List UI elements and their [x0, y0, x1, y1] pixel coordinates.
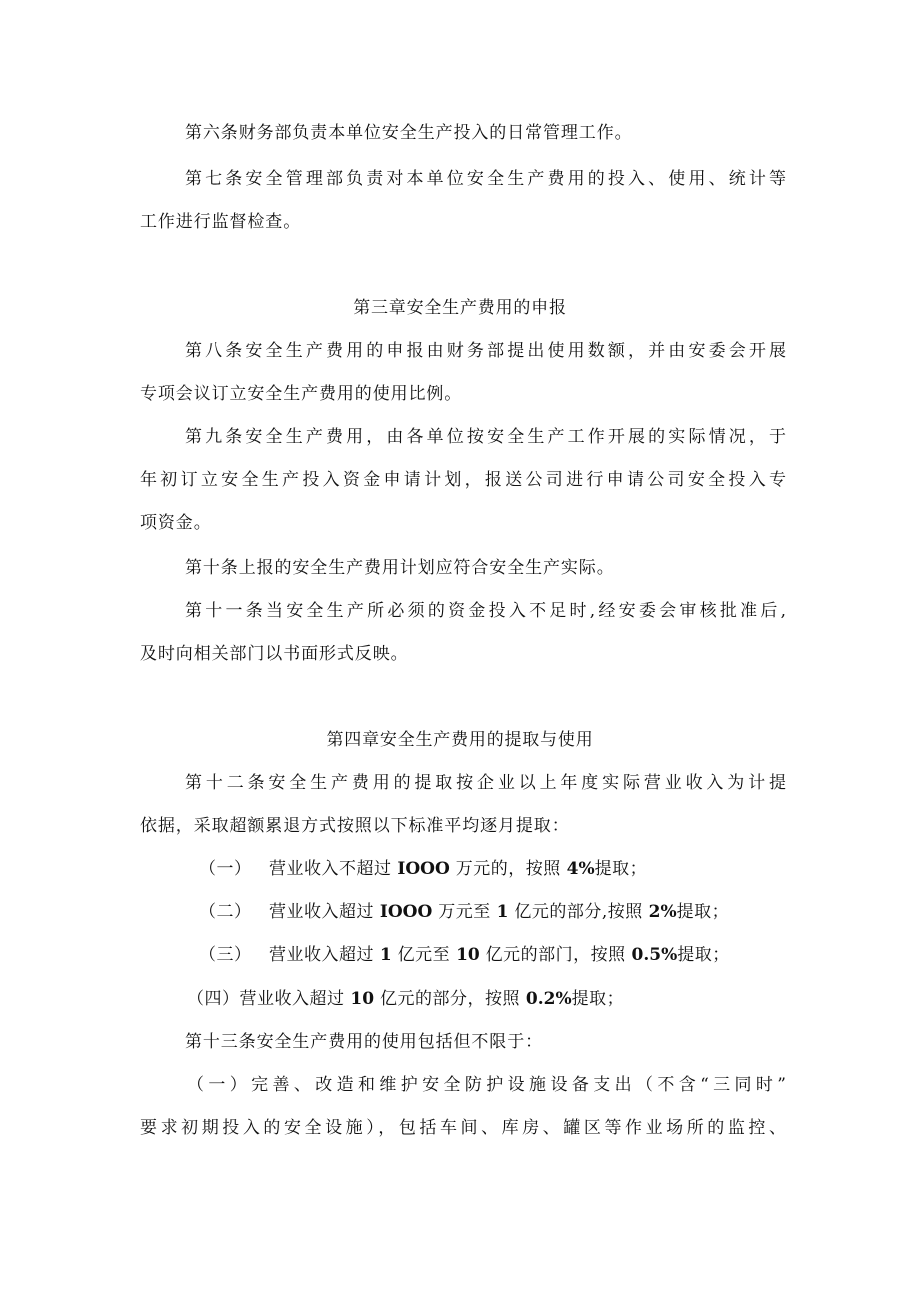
article-11-line-1: 第十一条当安全生产所必须的资金投入不足时,经安委会审核批准后,	[185, 601, 786, 621]
list-item-1: （一） 营业收入不超过 IOOO 万元的，按照 4%提取；	[199, 859, 648, 879]
article-10: 第十条上报的安全生产费用计划应符合安全生产实际。	[185, 558, 615, 578]
list-item-number: （二）	[199, 902, 252, 922]
article-9-line-2: 年初订立安全生产投入资金申请计划，报送公司进行申请公司安全投入专	[140, 470, 786, 490]
article-12-line-2: 依据，采取超额累退方式按照以下标准平均逐月提取：	[140, 816, 570, 836]
list-item-2: （二） 营业收入超过 IOOO 万元至 1 亿元的部分,按照 2%提取；	[199, 902, 730, 922]
list-item-4: （四）营业收入超过 10 亿元的部分，按照 0.2%提取；	[187, 989, 625, 1009]
article-9-line-1: 第九条安全生产费用，由各单位按安全生产工作开展的实际情况，于	[185, 427, 786, 447]
chapter-4-heading: 第四章安全生产费用的提取与使用	[326, 730, 594, 750]
list-item-number: （四）	[187, 989, 240, 1009]
list-item-number: （三）	[199, 945, 252, 965]
article-13: 第十三条安全生产费用的使用包括但不限于：	[185, 1032, 543, 1052]
article-8-line-2: 专项会议订立安全生产费用的使用比例。	[140, 384, 463, 404]
article-12-line-1: 第十二条安全生产费用的提取按企业以上年度实际营业收入为计提	[185, 773, 786, 793]
article-8-line-1: 第八条安全生产费用的申报由财务部提出使用数额，并由安委会开展	[185, 341, 786, 361]
article-9-line-3: 项资金。	[140, 513, 212, 533]
article-6: 第六条财务部负责本单位安全生产投入的日常管理工作。	[185, 123, 633, 143]
article-7-line-1: 第七条安全管理部负责对本单位安全生产费用的投入、使用、统计等	[185, 169, 786, 189]
article-13-item-1-line-2: 要求初期投入的安全设施），包括车间、库房、罐区等作业场所的监控、	[140, 1118, 786, 1138]
article-11-line-2: 及时向相关部门以书面形式反映。	[140, 644, 409, 664]
list-item-3: （三） 营业收入超过 1 亿元至 10 亿元的部门，按照 0.5%提取；	[199, 945, 730, 965]
list-item-number: （一）	[199, 859, 252, 879]
chapter-3-heading: 第三章安全生产费用的申报	[353, 298, 567, 318]
article-13-item-1-line-1: （一）完善、改造和维护安全防护设施设备支出（不含“三同时”	[187, 1075, 786, 1095]
article-7-line-2: 工作进行监督检查。	[140, 212, 302, 232]
